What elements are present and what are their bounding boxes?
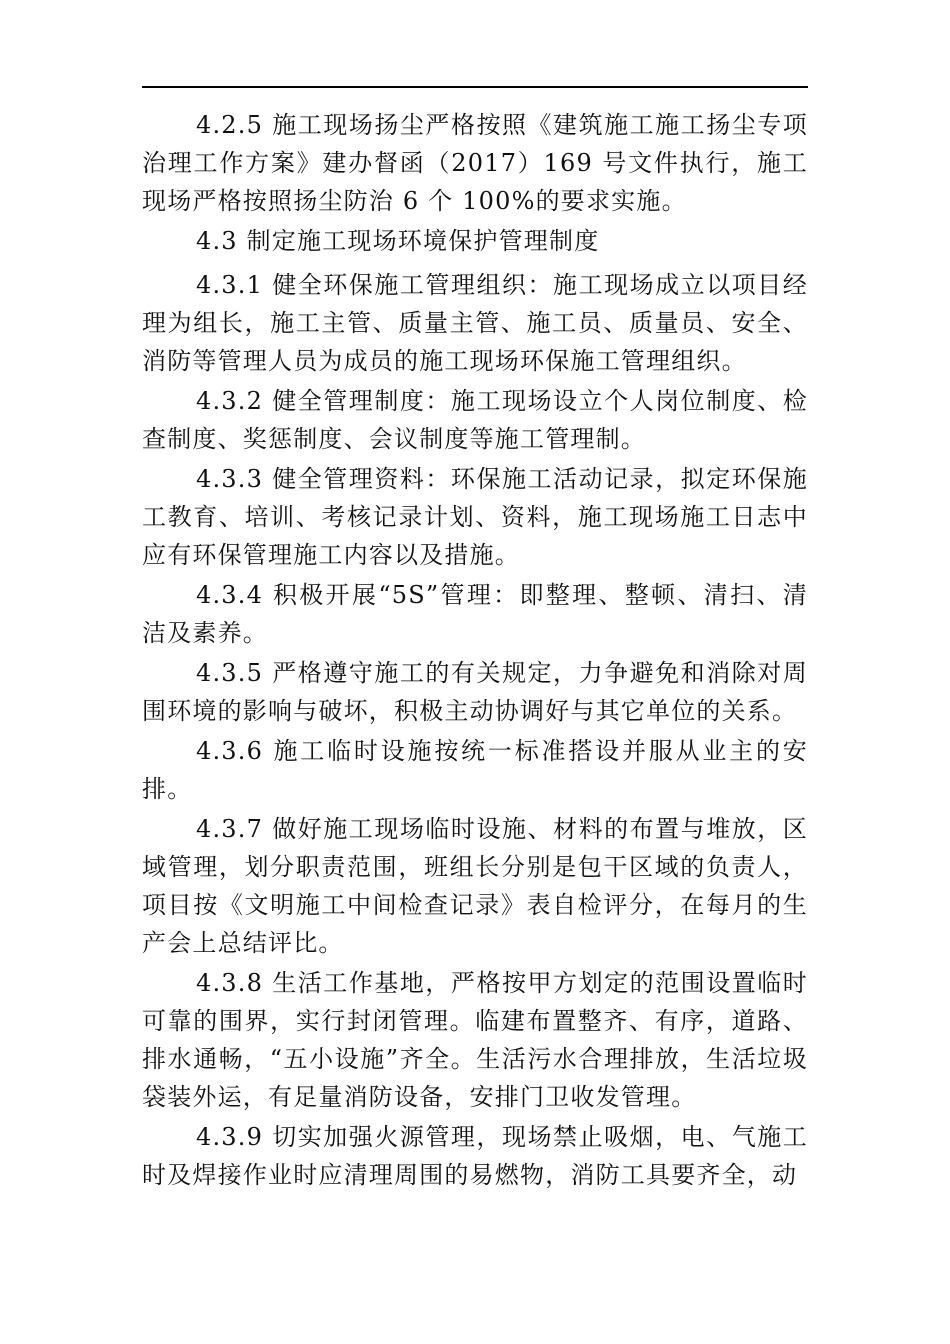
- document-body: [142, 106, 808, 1196]
- section-heading-4-3: 4.3 制定施工现场环境保护管理制度: [196, 227, 600, 255]
- paragraph-4-3-4: 4.3.4 积极开展“5S”管理：即整理、整顿、清扫、清洁及素养。: [142, 581, 808, 647]
- paragraph-4-2-5: 4.2.5 施工现场扬尘严格按照《建筑施工施工扬尘专项治理工作方案》建办督函（2017）169 号文件执行，施工现场严格按照扬尘防治 6 个 100%的要求实施。: [142, 111, 808, 215]
- paragraph-4-3-3: 4.3.3 健全管理资料：环保施工活动记录，拟定环保施工教育、培训、考核记录计划、资料，施工现场施工日志中应有环保管理施工内容以及措施。: [142, 465, 808, 569]
- header-rule: [142, 86, 808, 88]
- paragraph-4-3-5: 4.3.5 严格遵守施工的有关规定，力争避免和消除对周围环境的影响与破坏，积极主动协调好与其它单位的关系。: [142, 659, 808, 725]
- paragraph-4-3-1: 4.3.1 健全环保施工管理组织：施工现场成立以项目经理为组长，施工主管、质量主管、施工员、质量员、安全、消防等管理人员为成员的施工现场环保施工管理组织。: [142, 271, 808, 375]
- paragraph-4-3-7: 4.3.7 做好施工现场临时设施、材料的布置与堆放，区域管理，划分职责范围，班组长分别是包干区域的负责人，项目按《文明施工中间检查记录》表自检评分，在每月的生产会上总结评比。: [142, 815, 808, 957]
- paragraph-4-3-6: 4.3.6 施工临时设施按统一标准搭设并服从业主的安排。: [142, 737, 808, 803]
- paragraph-4-3-2: 4.3.2 健全管理制度：施工现场设立个人岗位制度、检查制度、奖惩制度、会议制度等施工管理制。: [142, 387, 808, 453]
- paragraph-4-3-8: 4.3.8 生活工作基地，严格按甲方划定的范围设置临时可靠的围界，实行封闭管理。临建布置整齐、有序，道路、排水通畅，“五小设施”齐全。生活污水合理排放，生活垃圾袋装外运，有足量消防设备，安排门卫收发管理。: [142, 969, 808, 1111]
- paragraph-4-3-9: 4.3.9 切实加强火源管理，现场禁止吸烟，电、气施工时及焊接作业时应清理周围的易燃物，消防工具要齐全，动: [142, 1123, 808, 1189]
